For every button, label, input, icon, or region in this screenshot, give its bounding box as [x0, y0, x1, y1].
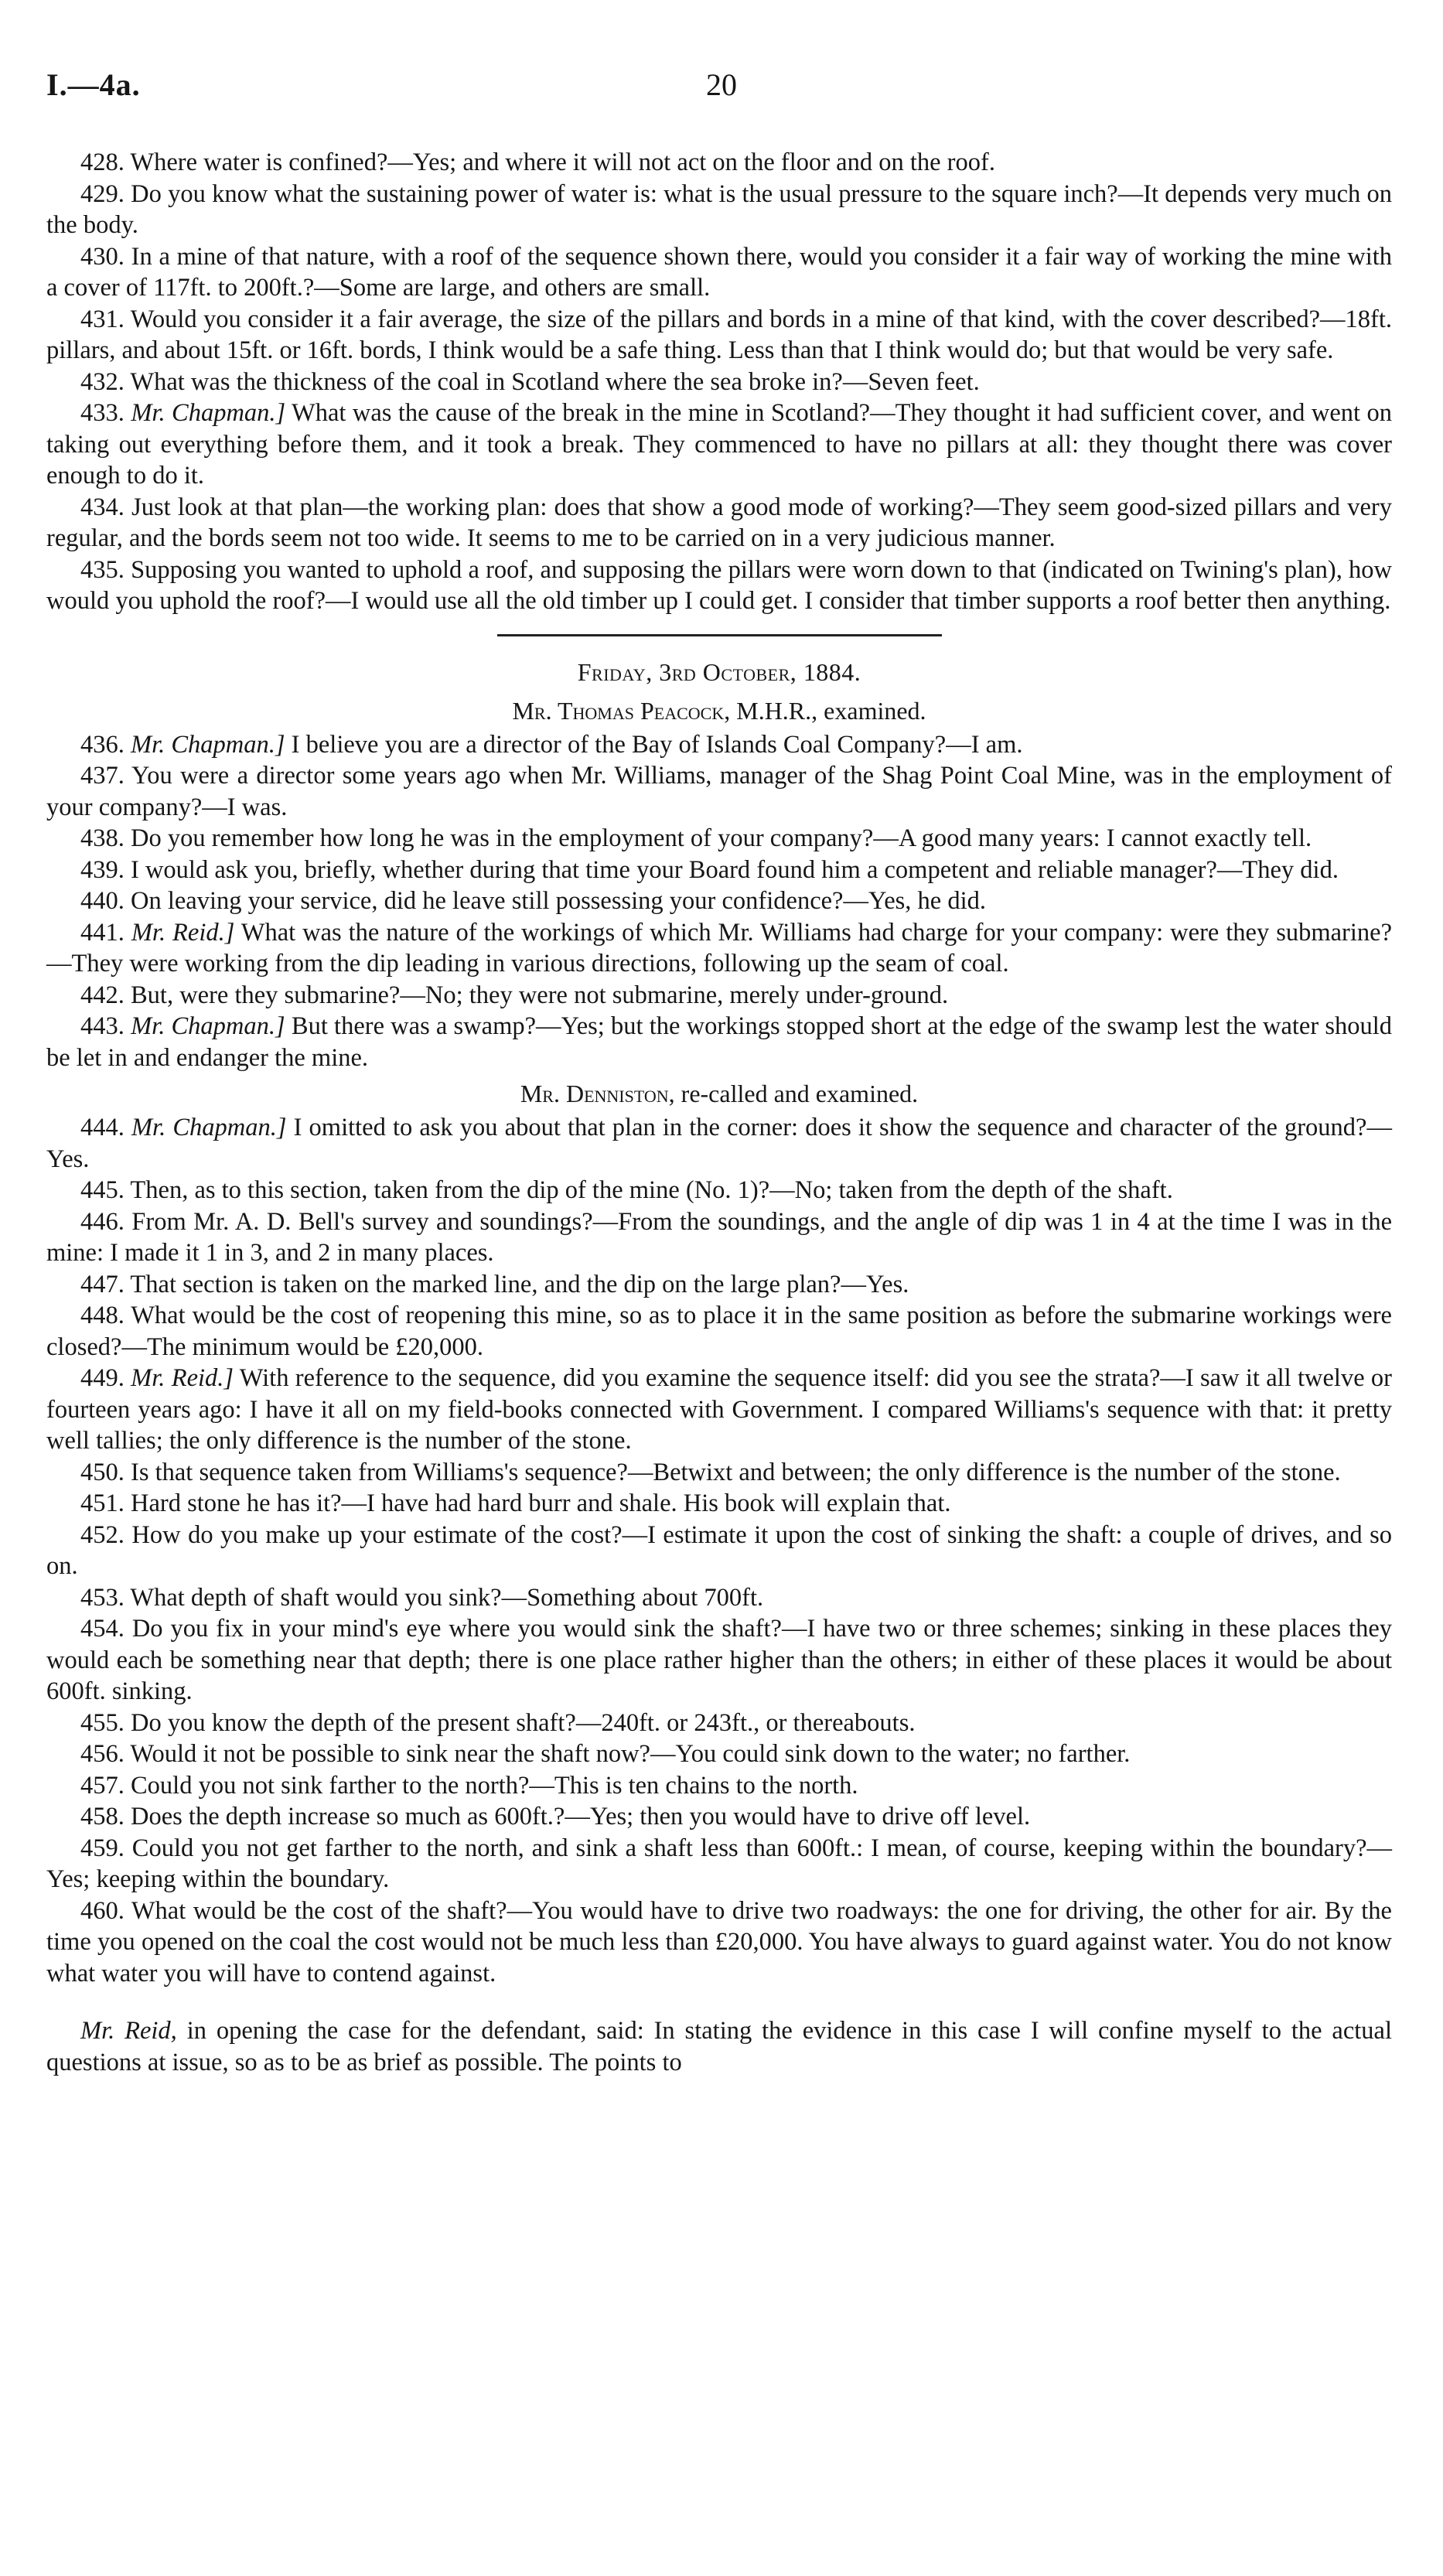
- closing-speaker: Mr. Reid,: [80, 2017, 177, 2045]
- question-text: I would ask you, briefly, whether during that time your Board found him a competent and reliable manager?—They did.: [131, 855, 1339, 884]
- question-text: Do you know the depth of the present shaft?—240ft. or 243ft., or thereabouts.: [131, 1708, 916, 1737]
- question-text: I believe you are a director of the Bay of Islands Coal Company?—I am.: [291, 730, 1023, 759]
- question-text: What would be the cost of the shaft?—You would have to drive two roadways: the one for driving, the other for air. By the time you opened on the coal the cost would not be much less than £20,000. You have always to guard against water. You do not know what water you will have to contend against.: [46, 1896, 1392, 1987]
- paragraph-gap: [46, 1989, 1392, 2015]
- question-text: Where water is confined?—Yes; and where it will not act on the floor and on the roof.: [130, 148, 995, 176]
- question-number: 460.: [80, 1896, 125, 1925]
- question-number: 438.: [80, 824, 125, 852]
- examiner-name: Mr. Chapman.]: [131, 399, 286, 427]
- question-number: 448.: [80, 1302, 125, 1329]
- question-text: Do you remember how long he was in the employment of your company?—A good many years: I cannot exactly tell.: [131, 824, 1312, 852]
- question-text: Hard stone he has it?—I have had hard burr and shale. His book will explain that.: [131, 1489, 951, 1517]
- question-text: Do you fix in your mind's eye where you would sink the shaft?—I have two or three schemes; sinking in these places they would each be something near that depth; there is one place rather higher than the others; in either of these places it would be about 600ft. sinking.: [46, 1615, 1392, 1705]
- closing-paragraph: [46, 2015, 1392, 2078]
- question-paragraph: [46, 1363, 1392, 1457]
- question-number: 428.: [80, 148, 125, 176]
- document-reference: I.—4a.: [46, 67, 141, 102]
- question-text: That section is taken on the marked line, and the dip on the large plan?—Yes.: [130, 1270, 909, 1298]
- question-paragraph: [46, 179, 1392, 241]
- question-number: 432.: [80, 367, 125, 396]
- question-number: 453.: [80, 1583, 125, 1612]
- question-number: 440.: [80, 887, 125, 915]
- evidence-section-3: [46, 1112, 1392, 1989]
- witness-heading-peacock: [46, 695, 1392, 726]
- question-paragraph: [46, 1175, 1392, 1206]
- question-paragraph: [46, 1206, 1392, 1269]
- question-number: 454.: [80, 1615, 125, 1643]
- question-text: What was the nature of the workings of which Mr. Williams had charge for your company: were they submarine?—They were working from the dip leading in various directions, following up the seam of coal.: [46, 918, 1393, 978]
- question-paragraph: [46, 1613, 1392, 1708]
- question-number: 447.: [80, 1270, 125, 1298]
- question-paragraph: [46, 147, 1392, 179]
- text-column: [46, 147, 1392, 2078]
- question-paragraph: [46, 1833, 1392, 1895]
- page-header: [46, 67, 1400, 113]
- question-paragraph: [46, 1738, 1392, 1770]
- question-text: You were a director some years ago when Mr. Williams, manager of the Shag Point Coal Mine, was in the employment of your company?—I was.: [46, 762, 1392, 821]
- question-text: Could you not get farther to the north, and sink a shaft less than 600ft.: I mean, of course, keeping within the boundary?—Yes; keeping within the boundary.: [46, 1834, 1393, 1893]
- question-paragraph: [46, 397, 1392, 492]
- question-text: How do you make up your estimate of the cost?—I estimate it upon the cost of sinking the shaft: a couple of drives, and so on.: [46, 1520, 1392, 1580]
- question-text: What was the thickness of the coal in Scotland where the sea broke in?—Seven feet.: [130, 367, 980, 396]
- witness-suffix: , examined.: [811, 696, 926, 725]
- question-number: 444.: [80, 1114, 125, 1141]
- section-divider: [497, 634, 942, 636]
- question-paragraph: [46, 855, 1392, 886]
- witness-name: Mr. Thomas Peacock, M.H.R.: [512, 696, 812, 725]
- question-number: 455.: [80, 1708, 125, 1737]
- question-text: Would it not be possible to sink near the shaft now?—You could sink down to the water; no farther.: [130, 1740, 1131, 1768]
- question-paragraph: [46, 241, 1392, 304]
- examiner-name: Mr. Chapman.]: [131, 730, 285, 759]
- question-paragraph: [46, 760, 1392, 823]
- page-number: 20: [706, 67, 737, 102]
- question-paragraph: [46, 1708, 1392, 1739]
- question-paragraph: [46, 1112, 1392, 1175]
- question-number: 430.: [80, 242, 125, 271]
- evidence-section-1: [46, 147, 1392, 617]
- question-paragraph: [46, 1520, 1392, 1582]
- question-paragraph: [46, 1582, 1392, 1614]
- question-number: 437.: [80, 762, 125, 790]
- evidence-section-2: [46, 729, 1392, 1074]
- question-paragraph: [46, 980, 1392, 1012]
- question-number: 458.: [80, 1803, 125, 1830]
- witness-name: Mr. Denniston: [520, 1080, 669, 1107]
- question-text: What was the cause of the break in the mine in Scotland?—They thought it had sufficient cover, and went on taking out everything before them, and it took a break. They commenced to have no pillars at all: they thought there was cover enough to do it.: [46, 399, 1392, 490]
- examiner-name: Mr. Chapman.]: [131, 1114, 287, 1141]
- question-text: Would you consider it a fair average, the size of the pillars and bords in a mine of that kind, with the cover described?—18ft. pillars, and about 15ft. or 16ft. bords, I think would be a safe thing. Less than that I think would do; but that would be very safe.: [46, 305, 1392, 364]
- question-number: 435.: [80, 555, 125, 584]
- examiner-name: Mr. Reid.]: [131, 918, 235, 947]
- question-number: 449.: [80, 1364, 125, 1392]
- question-paragraph: [46, 367, 1392, 398]
- question-paragraph: [46, 554, 1392, 617]
- question-text: In a mine of that nature, with a roof of the sequence shown there, would you consider it a fair way of working the mine with a cover of 117ft. to 200ft.?—Some are large, and others are small.: [46, 242, 1393, 302]
- question-paragraph: [46, 1801, 1392, 1833]
- question-number: 441.: [80, 918, 125, 947]
- question-text: From Mr. A. D. Bell's survey and soundings?—From the soundings, and the angle of dip was 1 in 4 at the time I was in the mine: I made it 1 in 3, and 2 in many places.: [46, 1207, 1392, 1267]
- question-text: Supposing you wanted to uphold a roof, and supposing the pillars were worn down to that (indicated on Twining's plan), how would you uphold the roof?—I would use all the old timber up I could get. I consider that timber supports a roof better then anything.: [46, 555, 1393, 615]
- question-text: Just look at that plan—the working plan: does that show a good mode of working?—They seem good-sized pillars and very regular, and the bords seem not too wide. It seems to me to be carried on in a very judicious manner.: [46, 493, 1393, 552]
- question-number: 451.: [80, 1489, 125, 1517]
- question-number: 443.: [80, 1012, 125, 1040]
- closing-text: in opening the case for the defendant, said: In stating the evidence in this case I will confine myself to the actual questions at issue, so as to be as brief as possible. The points to: [46, 2017, 1393, 2076]
- question-text: What would be the cost of reopening this mine, so as to place it in the same position as before the submarine workings were closed?—The minimum would be £20,000.: [46, 1302, 1392, 1361]
- question-text: With reference to the sequence, did you examine the sequence itself: did you see the strata?—I saw it all twelve or fourteen years ago: I have it all on my field-books connected with Government. I compared Williams's sequence with that: it pretty well tallies; the only difference is the number of the stone.: [46, 1364, 1393, 1455]
- question-paragraph: [46, 304, 1392, 367]
- question-number: 452.: [80, 1520, 125, 1549]
- question-number: 439.: [80, 855, 125, 884]
- question-paragraph: [46, 729, 1392, 761]
- date-heading: Friday, 3rd October, 1884.: [577, 657, 861, 686]
- question-text: Then, as to this section, taken from the dip of the mine (No. 1)?—No; taken from the depth of the shaft.: [130, 1176, 1173, 1204]
- question-number: 429.: [80, 179, 125, 208]
- question-text: But, were they submarine?—No; they were not submarine, merely under-ground.: [131, 981, 949, 1009]
- question-text: Does the depth increase so much as 600ft.?—Yes; then you would have to drive off level.: [131, 1803, 1031, 1830]
- question-number: 434.: [80, 493, 125, 521]
- question-text: Could you not sink farther to the north?—This is ten chains to the north.: [131, 1771, 858, 1800]
- question-number: 431.: [80, 305, 125, 333]
- question-number: 457.: [80, 1771, 125, 1800]
- question-paragraph: [46, 492, 1392, 554]
- question-number: 445.: [80, 1176, 125, 1204]
- examiner-name: Mr. Chapman.]: [131, 1012, 285, 1040]
- question-paragraph: [46, 1770, 1392, 1802]
- question-number: 459.: [80, 1834, 125, 1862]
- examiner-name: Mr. Reid.]: [131, 1364, 234, 1392]
- question-paragraph: [46, 1300, 1392, 1363]
- question-number: 450.: [80, 1458, 125, 1486]
- question-paragraph: [46, 1011, 1392, 1073]
- question-text: Do you know what the sustaining power of water is: what is the usual pressure to the square inch?—It depends very much on the body.: [46, 179, 1392, 239]
- question-paragraph: [46, 885, 1392, 917]
- question-paragraph: [46, 1269, 1392, 1301]
- question-paragraph: [46, 1488, 1392, 1520]
- question-text: Is that sequence taken from Williams's sequence?—Betwixt and between; the only difference is the number of the stone.: [131, 1458, 1341, 1486]
- question-text: What depth of shaft would you sink?—Something about 700ft.: [130, 1583, 764, 1612]
- question-number: 446.: [80, 1207, 125, 1236]
- question-number: 436.: [80, 730, 125, 759]
- question-text: I omitted to ask you about that plan in the corner: does it show the sequence and character of the ground?—Yes.: [46, 1114, 1392, 1173]
- question-number: 442.: [80, 981, 125, 1009]
- witness-heading-denniston: [46, 1078, 1392, 1109]
- question-number: 456.: [80, 1740, 125, 1768]
- witness-suffix: , re-called and examined.: [668, 1080, 919, 1107]
- question-paragraph: [46, 917, 1392, 980]
- question-paragraph: [46, 823, 1392, 855]
- question-number: 433.: [80, 399, 125, 427]
- question-paragraph: [46, 1895, 1392, 1990]
- question-paragraph: [46, 1457, 1392, 1489]
- question-text: On leaving your service, did he leave still possessing your confidence?—Yes, he did.: [131, 887, 986, 915]
- question-text: But there was a swamp?—Yes; but the workings stopped short at the edge of the swamp lest the water should be let in and endanger the mine.: [46, 1012, 1393, 1072]
